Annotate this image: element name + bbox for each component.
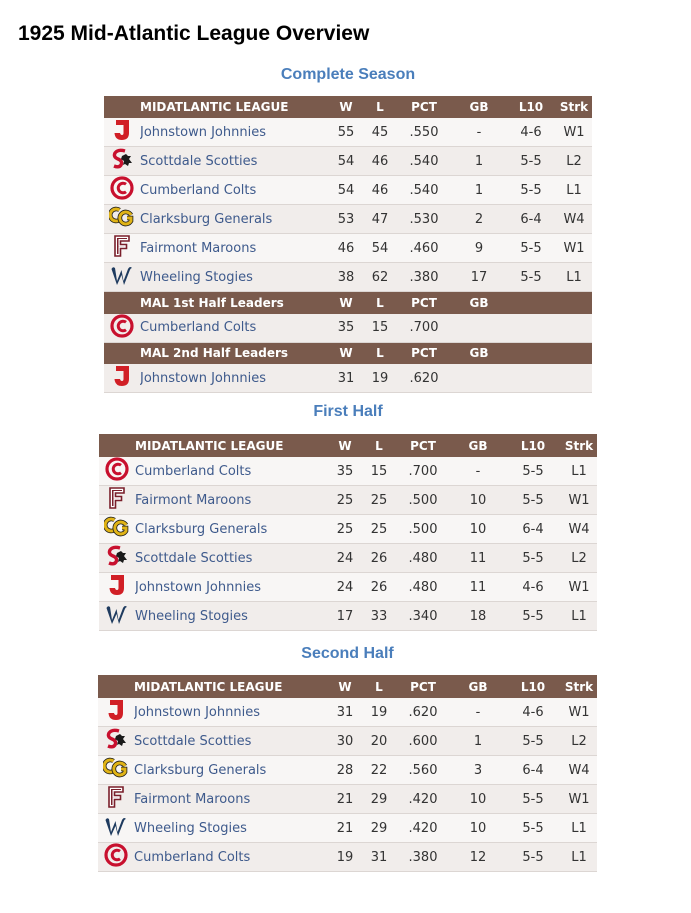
johnstown-logo [111, 364, 133, 392]
column-header: L [364, 292, 396, 314]
team-name: Wheeling Stogies [140, 263, 328, 292]
stat-l: 19 [363, 698, 395, 727]
column-header [506, 342, 556, 364]
table-row [99, 602, 597, 631]
column-header: GB [452, 96, 506, 118]
team-logo-cell [98, 785, 134, 814]
cumberland-logo [105, 457, 129, 485]
stat-strk: W1 [561, 785, 597, 814]
stat-pct: .480 [395, 544, 451, 573]
team-name: Clarksburg Generals [140, 205, 328, 234]
stat-l: 54 [364, 234, 396, 263]
stat-w: 21 [327, 814, 363, 843]
stat-strk [556, 364, 592, 393]
stat-l10: 6-4 [505, 515, 561, 544]
header-league-title: MIDATLANTIC LEAGUE [135, 434, 327, 457]
stat-gb: 12 [451, 843, 505, 872]
stat-gb: - [452, 118, 506, 147]
stat-l10: 4-6 [506, 118, 556, 147]
stat-w: 25 [327, 515, 363, 544]
table-row [104, 234, 592, 263]
johnstown-logo [105, 698, 127, 726]
table-row [99, 573, 597, 602]
stat-pct: .530 [396, 205, 452, 234]
stat-gb [452, 314, 506, 343]
header-league-title: MAL 1st Half Leaders [140, 292, 328, 314]
table-row [98, 814, 597, 843]
stat-gb: 2 [452, 205, 506, 234]
team-logo-cell [98, 843, 134, 872]
team-name: Clarksburg Generals [134, 756, 327, 785]
column-header: L10 [505, 675, 561, 698]
team-name: Cumberland Colts [134, 843, 327, 872]
team-name: Scottdale Scotties [135, 544, 327, 573]
stat-gb [452, 364, 506, 393]
column-header: PCT [395, 434, 451, 457]
team-logo-cell [99, 602, 135, 631]
stat-l10: 5-5 [506, 234, 556, 263]
stat-l10: 4-6 [505, 573, 561, 602]
table-header-row [99, 434, 597, 457]
stat-pct: .700 [395, 457, 451, 486]
stat-gb: 1 [451, 727, 505, 756]
fairmont-logo [107, 486, 127, 514]
table-row [104, 118, 592, 147]
stat-w: 21 [327, 785, 363, 814]
cumberland-logo [104, 843, 128, 871]
table-header-row [104, 342, 592, 364]
team-name: Fairmont Maroons [135, 486, 327, 515]
column-header: GB [451, 434, 505, 457]
column-header: L10 [506, 96, 556, 118]
column-header: Strk [556, 96, 592, 118]
stat-w: 24 [327, 573, 363, 602]
stat-pct: .700 [396, 314, 452, 343]
table-row [99, 544, 597, 573]
stat-l: 47 [364, 205, 396, 234]
stat-strk: L1 [561, 814, 597, 843]
scottdale-logo [104, 727, 128, 755]
team-name: Johnstown Johnnies [134, 698, 327, 727]
header-league-title: MIDATLANTIC LEAGUE [134, 675, 327, 698]
stat-w: 17 [327, 602, 363, 631]
stat-strk: L1 [561, 457, 597, 486]
stat-w: 28 [327, 756, 363, 785]
team-logo-cell [99, 515, 135, 544]
team-name: Fairmont Maroons [134, 785, 327, 814]
stat-strk: L2 [556, 147, 592, 176]
stat-w: 31 [328, 364, 364, 393]
table-row [99, 486, 597, 515]
stat-l10: 5-5 [506, 263, 556, 292]
column-header: L [363, 675, 395, 698]
team-name: Cumberland Colts [135, 457, 327, 486]
stat-pct: .380 [396, 263, 452, 292]
column-header [556, 292, 592, 314]
stat-l: 22 [363, 756, 395, 785]
table-row [98, 843, 597, 872]
stat-pct: .340 [395, 602, 451, 631]
stat-w: 35 [327, 457, 363, 486]
team-name: Wheeling Stogies [134, 814, 327, 843]
clarksburg-logo [103, 756, 129, 784]
stat-gb: 18 [451, 602, 505, 631]
stat-l: 26 [363, 573, 395, 602]
team-logo-cell [99, 573, 135, 602]
stat-l10: 5-5 [505, 457, 561, 486]
stat-l: 31 [363, 843, 395, 872]
stat-gb: 3 [451, 756, 505, 785]
wheeling-logo [109, 263, 135, 291]
team-logo-cell [104, 205, 140, 234]
team-name: Cumberland Colts [140, 314, 328, 343]
table-row [98, 698, 597, 727]
stat-strk: W1 [561, 698, 597, 727]
stat-w: 55 [328, 118, 364, 147]
stat-gb: 11 [451, 573, 505, 602]
stat-w: 25 [327, 486, 363, 515]
stat-pct: .420 [395, 814, 451, 843]
fairmont-logo [112, 234, 132, 262]
stat-l10: 5-5 [505, 486, 561, 515]
stat-w: 53 [328, 205, 364, 234]
stat-gb: 1 [452, 176, 506, 205]
stat-pct: .560 [395, 756, 451, 785]
stat-l10: 6-4 [506, 205, 556, 234]
stat-gb: 17 [452, 263, 506, 292]
table-row [98, 785, 597, 814]
stat-strk: W4 [561, 756, 597, 785]
table-row [104, 364, 592, 393]
team-name: Cumberland Colts [140, 176, 328, 205]
stat-l10: 5-5 [505, 727, 561, 756]
table-row [104, 314, 592, 343]
column-header: L10 [505, 434, 561, 457]
stat-strk: L1 [556, 263, 592, 292]
stat-gb: - [451, 457, 505, 486]
column-header: GB [451, 675, 505, 698]
column-header [506, 292, 556, 314]
stat-pct: .540 [396, 176, 452, 205]
team-name: Johnstown Johnnies [140, 364, 328, 393]
johnstown-logo [111, 118, 133, 146]
cumberland-logo [110, 314, 134, 342]
section-title-complete: Complete Season [280, 66, 416, 83]
stat-strk: W4 [561, 515, 597, 544]
stat-pct: .540 [396, 147, 452, 176]
table-header-row [104, 292, 592, 314]
stat-pct: .480 [395, 573, 451, 602]
table-row [104, 147, 592, 176]
cumberland-logo [110, 176, 134, 204]
scottdale-logo [110, 147, 134, 175]
stat-strk: W1 [561, 486, 597, 515]
stat-w: 35 [328, 314, 364, 343]
stat-pct: .380 [395, 843, 451, 872]
column-header: W [328, 96, 364, 118]
stat-l: 20 [363, 727, 395, 756]
stat-l: 46 [364, 147, 396, 176]
column-header: GB [452, 342, 506, 364]
stat-w: 38 [328, 263, 364, 292]
johnstown-logo [106, 573, 128, 601]
stat-l10 [506, 314, 556, 343]
table-row [99, 457, 597, 486]
fairmont-logo [106, 785, 126, 813]
team-logo-cell [98, 756, 134, 785]
team-logo-cell [104, 147, 140, 176]
stat-pct: .500 [395, 486, 451, 515]
stat-strk: L1 [561, 602, 597, 631]
stat-l: 15 [364, 314, 396, 343]
table-row [98, 727, 597, 756]
stat-gb: 1 [452, 147, 506, 176]
stat-l: 29 [363, 814, 395, 843]
team-name: Johnstown Johnnies [140, 118, 328, 147]
stat-gb: 11 [451, 544, 505, 573]
stat-w: 19 [327, 843, 363, 872]
stat-w: 31 [327, 698, 363, 727]
team-logo-cell [104, 176, 140, 205]
stat-gb: 10 [451, 814, 505, 843]
column-header: W [328, 292, 364, 314]
stat-pct: .500 [395, 515, 451, 544]
clarksburg-logo [109, 205, 135, 233]
column-header: L [364, 96, 396, 118]
stat-strk: W1 [561, 573, 597, 602]
stat-l10: 5-5 [505, 843, 561, 872]
stat-gb: 9 [452, 234, 506, 263]
header-league-title: MIDATLANTIC LEAGUE [140, 96, 328, 118]
stat-pct: .620 [395, 698, 451, 727]
stat-strk: W1 [556, 234, 592, 263]
column-header: PCT [395, 675, 451, 698]
table-row [104, 205, 592, 234]
stat-w: 30 [327, 727, 363, 756]
stat-l: 25 [363, 515, 395, 544]
scottdale-logo [105, 544, 129, 572]
column-header: W [327, 675, 363, 698]
team-logo-cell [104, 234, 140, 263]
team-logo-cell [104, 364, 140, 393]
stat-strk: W4 [556, 205, 592, 234]
stat-l: 45 [364, 118, 396, 147]
table-row [99, 515, 597, 544]
team-name: Scottdale Scotties [140, 147, 328, 176]
team-name: Scottdale Scotties [134, 727, 327, 756]
stat-strk: L2 [561, 544, 597, 573]
stat-l10: 6-4 [505, 756, 561, 785]
stat-strk: L2 [561, 727, 597, 756]
column-header: PCT [396, 342, 452, 364]
stat-pct: .600 [395, 727, 451, 756]
standings-table-second-half [98, 675, 597, 872]
stat-l10 [506, 364, 556, 393]
column-header: W [328, 342, 364, 364]
stat-gb: 10 [451, 785, 505, 814]
stat-w: 54 [328, 147, 364, 176]
header-league-title: MAL 2nd Half Leaders [140, 342, 328, 364]
team-logo-cell [104, 118, 140, 147]
team-logo-cell [98, 727, 134, 756]
stat-w: 54 [328, 176, 364, 205]
team-logo-cell [99, 544, 135, 573]
header-spacer [104, 96, 140, 118]
header-spacer [104, 292, 140, 314]
team-logo-cell [99, 486, 135, 515]
table-row [98, 756, 597, 785]
column-header: PCT [396, 292, 452, 314]
stat-pct: .460 [396, 234, 452, 263]
wheeling-logo [104, 602, 130, 630]
stat-gb: 10 [451, 515, 505, 544]
stat-gb: - [451, 698, 505, 727]
table-header-row [104, 96, 592, 118]
column-header: L [363, 434, 395, 457]
column-header: W [327, 434, 363, 457]
team-logo-cell [104, 314, 140, 343]
stat-w: 24 [327, 544, 363, 573]
standings-table-first-half [99, 434, 597, 631]
table-row [104, 263, 592, 292]
header-spacer [99, 434, 135, 457]
stat-l10: 5-5 [506, 147, 556, 176]
column-header: L [364, 342, 396, 364]
stat-l: 26 [363, 544, 395, 573]
stat-l: 29 [363, 785, 395, 814]
stat-l: 15 [363, 457, 395, 486]
stat-l: 19 [364, 364, 396, 393]
section-title-first-half: First Half [313, 403, 383, 420]
section-title-second-half: Second Half [301, 645, 394, 662]
team-name: Johnstown Johnnies [135, 573, 327, 602]
stat-l: 46 [364, 176, 396, 205]
stat-strk: W1 [556, 118, 592, 147]
column-header: GB [452, 292, 506, 314]
stat-pct: .620 [396, 364, 452, 393]
team-logo-cell [98, 814, 134, 843]
stat-l: 25 [363, 486, 395, 515]
team-name: Fairmont Maroons [140, 234, 328, 263]
stat-pct: .420 [395, 785, 451, 814]
column-header: PCT [396, 96, 452, 118]
stat-l10: 5-5 [505, 785, 561, 814]
stat-strk: L1 [556, 176, 592, 205]
stat-l: 33 [363, 602, 395, 631]
team-name: Clarksburg Generals [135, 515, 327, 544]
table-row [104, 176, 592, 205]
stat-l: 62 [364, 263, 396, 292]
team-logo-cell [99, 457, 135, 486]
stat-l10: 5-5 [505, 602, 561, 631]
stat-strk [556, 314, 592, 343]
page-title: 1925 Mid-Atlantic League Overview [18, 22, 370, 45]
column-header: Strk [561, 675, 597, 698]
team-logo-cell [98, 698, 134, 727]
stat-l10: 5-5 [505, 544, 561, 573]
stat-w: 46 [328, 234, 364, 263]
team-name: Wheeling Stogies [135, 602, 327, 631]
clarksburg-logo [104, 515, 130, 543]
standings-table-complete-season [104, 96, 592, 393]
stat-pct: .550 [396, 118, 452, 147]
stat-strk: L1 [561, 843, 597, 872]
header-spacer [104, 342, 140, 364]
stat-l10: 5-5 [505, 814, 561, 843]
wheeling-logo [103, 814, 129, 842]
stat-gb: 10 [451, 486, 505, 515]
team-logo-cell [104, 263, 140, 292]
table-header-row [98, 675, 597, 698]
column-header [556, 342, 592, 364]
header-spacer [98, 675, 134, 698]
stat-l10: 4-6 [505, 698, 561, 727]
column-header: Strk [561, 434, 597, 457]
stat-l10: 5-5 [506, 176, 556, 205]
